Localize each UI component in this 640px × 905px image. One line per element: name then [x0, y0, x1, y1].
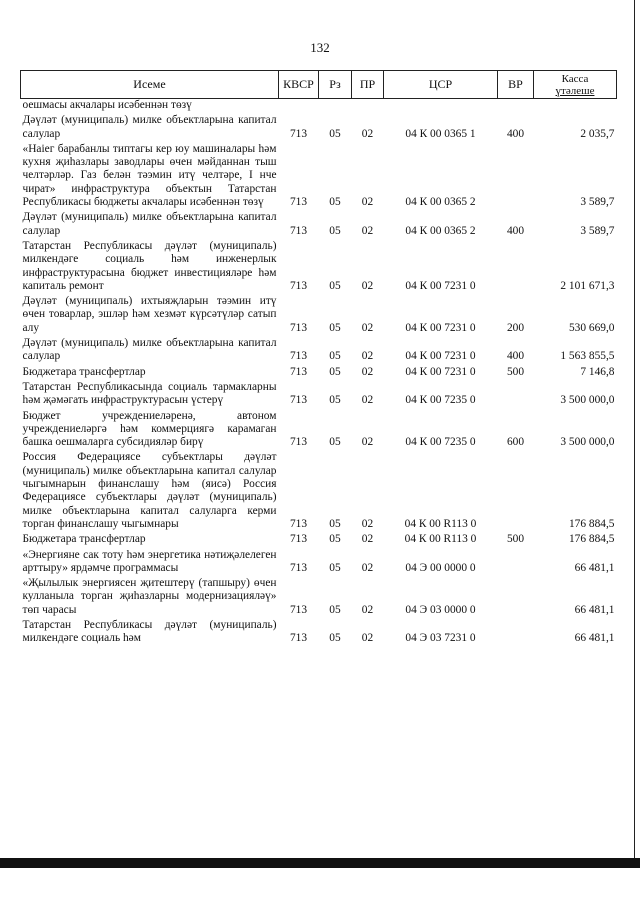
cell-kassa: 2 101 671,3	[560, 279, 615, 292]
col-header-name: Исеме	[21, 71, 279, 99]
cell-rz: 05	[329, 603, 341, 616]
cell-vr: 400	[506, 224, 525, 237]
col-header-pr: ПР	[352, 71, 384, 99]
cell-pr: 02	[361, 632, 374, 645]
table-row	[21, 295, 617, 337]
cell-csr: 04 Э 00 0000 0	[405, 561, 476, 574]
cell-name: Дәүләт (муниципаль) милке объектларына капитал салулар	[22, 114, 277, 140]
cell-name: «Энергияне сак тоту һәм энергетика нәтиҗәлелеген арттыру» ярдәмче программасы	[22, 548, 277, 574]
cell-name: Дәүләт (муниципаль) ихтыяҗларын тәэмин итү өчен товарлар, эшләр һәм хезмәт күрсәтүләр сатып алу	[22, 295, 277, 334]
cell-kvsr: 713	[289, 224, 308, 237]
cell-kvsr: 713	[289, 603, 308, 616]
col-header-csr: ЦСР	[384, 71, 498, 99]
cell-pr: 02	[361, 517, 374, 530]
cell-kassa: 3 589,7	[580, 224, 615, 237]
table-row	[21, 211, 617, 240]
cell-pr: 02	[361, 196, 374, 209]
cell-pr: 02	[361, 394, 374, 407]
bottom-border-bar	[0, 858, 640, 868]
cell-csr: 04 К 00 0365 1	[405, 127, 476, 140]
cell-vr: 400	[506, 350, 525, 363]
cell-pr: 02	[361, 350, 374, 363]
cell-csr: 04 К 00 0365 2	[405, 196, 476, 209]
cell-kvsr: 713	[289, 196, 308, 209]
cell-kvsr: 713	[289, 533, 308, 546]
cell-vr: 200	[506, 321, 525, 334]
cell-rz	[319, 99, 352, 115]
cell-name: Россия Федерациясе субъектлары дәүләт (муниципаль) милке объектларына капитал салулар чыгымнарын финанслашу һәм (яисә) Россия Федерациясе субъектлары дәүләт (муниципаль) милке объектларына капитал салуларга керми торган финанслашу чыгымнары	[22, 451, 277, 530]
cell-kvsr: 713	[289, 350, 308, 363]
cell-name: «Наіег барабанлы типтагы кер юу машиналары һәм кухня җиһазлары заводлары өчен мәйданнан тыш челтәрләр. Газ белән тәэмин итү челтәре, I нче чират» инфраструктура объектын Татарстан Республикасы бюджеты акчалары исәбеннән төзү	[22, 142, 277, 209]
cell-kvsr: 713	[289, 561, 308, 574]
col-header-kassa	[534, 71, 617, 99]
cell-name: Бюджетара трансфертлар	[22, 365, 146, 378]
cell-kvsr: 713	[289, 321, 308, 334]
cell-name: Дәүләт (муниципаль) милке объектларына капитал салулар	[22, 337, 277, 363]
cell-vr	[498, 619, 534, 648]
cell-rz: 05	[329, 279, 341, 292]
cell-kvsr: 713	[289, 365, 308, 378]
cell-name: «Җылылык энергиясен җитештерү (тапшыру) өчен кулланыла торган җиһазларны модернизацияләү» төп чарасы	[22, 577, 277, 616]
cell-rz: 05	[329, 632, 341, 645]
cell-kvsr	[279, 99, 319, 115]
cell-rz: 05	[329, 533, 341, 546]
cell-kassa: 3 589,7	[580, 196, 615, 209]
cell-name: Татарстан Республикасы дәүләт (муниципаль) милкендәге социаль һәм инженерлык инфраструктурасына бюджет инвестицияләре һәм капиталь ремонт	[22, 239, 277, 292]
cell-vr: 500	[506, 533, 525, 546]
table-row	[21, 619, 617, 648]
cell-csr: 04 К 00 7231 0	[405, 350, 476, 363]
cell-kassa: 176 884,5	[568, 517, 615, 530]
cell-rz: 05	[329, 517, 341, 530]
table-row	[21, 143, 617, 211]
budget-table	[20, 70, 617, 648]
cell-kvsr: 713	[289, 632, 308, 645]
cell-csr: 04 К 00 7231 0	[405, 279, 476, 292]
cell-vr	[498, 99, 534, 115]
cell-kvsr: 713	[289, 279, 308, 292]
cell-kassa: 66 481,1	[574, 632, 615, 645]
cell-name: оешмасы акчалары исәбеннән төзү	[22, 99, 192, 111]
cell-vr: 400	[506, 127, 525, 140]
cell-kassa: 66 481,1	[574, 603, 615, 616]
cell-name: Татарстан Республикасында социаль тармакларны һәм җәмәгать инфраструктурасын үстерү	[22, 380, 277, 407]
cell-vr: 600	[506, 436, 525, 449]
cell-rz: 05	[329, 196, 341, 209]
table-header-row	[21, 71, 617, 99]
table-row	[21, 577, 617, 619]
cell-csr	[384, 99, 498, 115]
cell-kassa: 66 481,1	[574, 561, 615, 574]
cell-rz: 05	[329, 224, 341, 237]
cell-vr	[498, 549, 534, 578]
cell-csr: 04 К 00 0365 2	[405, 224, 476, 237]
cell-name: Дәүләт (муниципаль) милке объектларына капитал салулар	[22, 211, 277, 237]
cell-kassa: 3 500 000,0	[560, 436, 615, 449]
table-row	[21, 410, 617, 452]
cell-kassa: 7 146,8	[580, 365, 615, 378]
cell-pr: 02	[361, 365, 374, 378]
cell-csr: 04 К 00 7231 0	[405, 321, 476, 334]
cell-pr: 02	[361, 224, 374, 237]
cell-vr	[498, 451, 534, 533]
cell-name: Татарстан Республикасы дәүләт (муниципаль) милкендәге социаль һәм	[22, 618, 277, 645]
col-header-rz: Рз	[319, 71, 352, 99]
table-row	[21, 381, 617, 410]
cell-csr: 04 К 00 R113 0	[404, 517, 477, 530]
cell-vr	[498, 381, 534, 410]
cell-rz: 05	[329, 394, 341, 407]
cell-pr: 02	[361, 436, 374, 449]
cell-csr: 04 Э 03 0000 0	[405, 603, 476, 616]
cell-kassa	[534, 99, 617, 115]
col-header-vr: ВР	[498, 71, 534, 99]
cell-rz: 05	[329, 321, 341, 334]
table-row	[21, 533, 617, 548]
cell-kvsr: 713	[289, 436, 308, 449]
cell-rz: 05	[329, 561, 341, 574]
cell-rz: 05	[329, 350, 341, 363]
cell-kassa: 530 669,0	[568, 321, 615, 334]
cell-kvsr: 713	[289, 127, 308, 140]
table-row	[21, 99, 617, 115]
kassa-line1: Касса	[561, 72, 589, 85]
page-number: 132	[310, 40, 330, 55]
table-row	[21, 366, 617, 381]
cell-pr: 02	[361, 279, 374, 292]
cell-kvsr: 713	[289, 517, 308, 530]
cell-rz: 05	[329, 436, 341, 449]
cell-pr: 02	[361, 127, 374, 140]
cell-pr	[352, 99, 384, 115]
table-row	[21, 240, 617, 295]
cell-csr: 04 К 00 7231 0	[405, 365, 476, 378]
cell-vr: 500	[506, 365, 525, 378]
table-row	[21, 549, 617, 578]
cell-rz: 05	[329, 365, 341, 378]
cell-pr: 02	[361, 533, 374, 546]
cell-vr	[498, 240, 534, 295]
cell-kassa: 2 035,7	[580, 127, 615, 140]
cell-kassa: 3 500 000,0	[560, 394, 615, 407]
cell-pr: 02	[361, 561, 374, 574]
cell-csr: 04 К 00 7235 0	[405, 436, 476, 449]
cell-csr: 04 К 00 R113 0	[404, 533, 477, 546]
cell-pr: 02	[361, 321, 374, 334]
cell-csr: 04 К 00 7235 0	[405, 394, 476, 407]
table-row	[21, 451, 617, 533]
cell-rz: 05	[329, 127, 341, 140]
cell-kvsr: 713	[289, 394, 308, 407]
cell-vr	[498, 143, 534, 211]
cell-pr: 02	[361, 603, 374, 616]
cell-csr: 04 Э 03 7231 0	[405, 632, 476, 645]
col-header-kvsr: КВСР	[279, 71, 319, 99]
cell-vr	[498, 577, 534, 619]
cell-name: Бюджетара трансфертлар	[22, 533, 146, 546]
kassa-line2: үтәлеше	[555, 84, 595, 97]
table-row	[21, 337, 617, 366]
table-row	[21, 114, 617, 143]
cell-name: Бюджет учреждениеләренә, автоном учреждениеләргә һәм коммерциягә карамаган башка оешмаларга субсидияләр бирү	[22, 409, 277, 449]
cell-kassa: 176 884,5	[568, 533, 615, 546]
table-body	[21, 99, 617, 648]
cell-kassa: 1 563 855,5	[560, 350, 615, 363]
